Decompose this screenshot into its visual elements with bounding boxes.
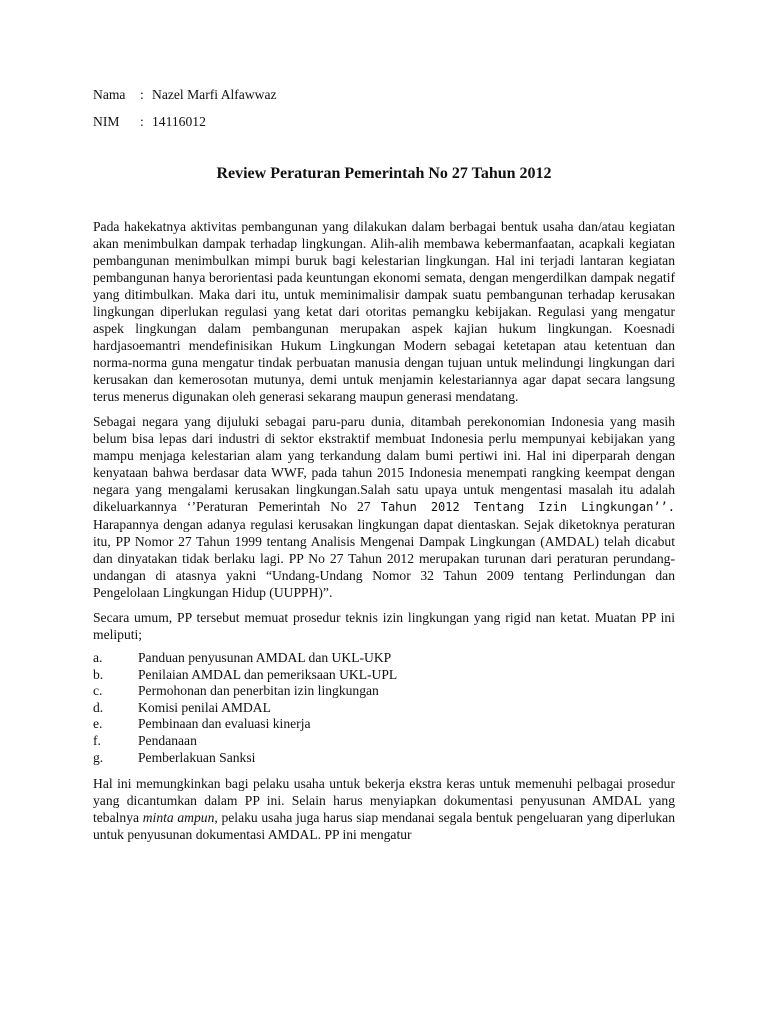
paragraph-background-text-1: Sebagai negara yang dijuluki sebagai paru-paru dunia, ditambah perekonomian Indonesia yang masih belum bisa lepas dari industri di sektor ekstraktif membuat Indonesia perlu mempunyai kebijakan yang mampu menjaga kelestarian alam yang terkandung dalam bumi pertiwi ini. Hal ini diperparah dengan kenyataan bahwa berdasar data WWF, pada tahun 2015 Indonesia menempati rangking keempat dengan negara yang mengalami kerusakan lingkungan.Salah satu upaya untuk mengentasi masalah itu adalah dikeluarkannya ‘’Peraturan Pemerintah No 27: [93, 414, 675, 514]
paragraph-background: [93, 413, 675, 601]
document-title: Review Peraturan Pemerintah No 27 Tahun 2012: [216, 165, 552, 182]
list-item-marker: d.: [93, 699, 104, 715]
paragraph-background-text-2: Harapannya dengan adanya regulasi kerusakan lingkungan dapat dientaskan. Sejak diketoknya peraturan itu, PP Nomor 27 Tahun 1999 tentang Analisis Mengenai Dampak Lingkungan (AMDAL) telah dicabut dan dinyatakan tidak berlaku lagi. PP No 27 Tahun 2012 merupakan turunan dari peraturan perundang-undangan di atasnya yakni “Undang-Undang Nomor 32 Tahun 2009 tentang Perlindungan dan Pengelolaan Lingkungan Hidup (UUPPH)”.: [93, 517, 675, 600]
list-item-marker: a.: [93, 650, 103, 665]
nim-row: [93, 113, 675, 130]
paragraph-implications-text-2: , pelaku usaha juga harus siap mendanai segala bentuk pengeluaran yang diperlukan untuk penyusunan dokumentasi AMDAL. PP ini mengatur: [93, 810, 675, 843]
list-item-marker: g.: [93, 749, 104, 765]
list-item-marker: b.: [93, 666, 104, 682]
list-item-text: Pemberlakuan Sanksi: [138, 749, 256, 765]
paragraph-implications-text-1: Hal ini memungkinkan bagi pelaku usaha untuk bekerja ekstra keras untuk memenuhi pelbagai prosedur yang dicantumkan dalam PP ini. Selain harus menyiapkan dokumentasi penyusunan AMDAL yang tebalnya: [93, 776, 675, 826]
list-item-text: Pendanaan: [138, 732, 197, 748]
list-item-marker: f.: [93, 732, 101, 748]
nim-value: 14116012: [152, 114, 206, 129]
list-item: [93, 699, 675, 716]
list-item: [93, 732, 675, 749]
nim-label: NIM: [93, 114, 120, 129]
paragraph-intro: Pada hakekatnya aktivitas pembangunan yang dilakukan dalam berbagai bentuk usaha dan/atau kegiatan akan menimbulkan dampak terhadap lingkungan. Alih-alih membawa kebermanfaatan, acapkali kegiatan pembangunan menimbulkan mimpi buruk bagi kelestarian lingkungan. Hal ini terjadi lantaran kegiatan pembangunan hanya berorientasi pada keuntungan ekonomi semata, dengan mengerdilkan dampak negatif yang ditimbulkan. Maka dari itu, untuk meminimalisir dampak suatu pembangunan terhadap kerusakan lingkungan diperlukan regulasi yang ketat dari otoritas pemangku kebijakan. Regulasi yang mengatur aspek lingkungan dalam pembangunan merupakan aspek kajian hukum lingkungan. Koesnadi hardjasoemantri mendefinisikan Hukum Lingkungan Modern sebagai ketetapan atau ketentuan dan norma-norma guna mengatur tindak perbuatan manusia dengan tujuan untuk melindungi lingkungan dari kerusakan dan kemerosotan mutunya, demi untuk menjamin kelestariannya agar dapat secara langsung terus menerus digunakan oleh generasi sekarang maupun generasi mendatang.: [93, 219, 675, 404]
list-item: [93, 682, 675, 699]
name-row: [93, 86, 675, 103]
list-item: [93, 666, 675, 683]
contents-list: [93, 649, 675, 765]
paragraph-implications: [93, 775, 675, 843]
list-item-text: Penilaian AMDAL dan pemeriksaan UKL-UPL: [138, 666, 398, 682]
name-separator: :: [140, 87, 144, 102]
regulation-title-mono: Tahun 2012 Tentang Izin Lingkungan’’.: [380, 500, 675, 514]
list-item-text: Komisi penilai AMDAL: [138, 699, 271, 715]
list-item-marker: e.: [93, 716, 103, 732]
list-item-marker: c.: [93, 683, 103, 699]
document-page: [93, 86, 675, 851]
list-item-text: Permohonan dan penerbitan izin lingkungan: [138, 683, 379, 699]
list-item: [93, 649, 675, 666]
paragraph-contents-intro: Secara umum, PP tersebut memuat prosedur teknis izin lingkungan yang rigid nan ketat. Muatan PP ini meliputi;: [93, 610, 675, 642]
italic-phrase: minta ampun: [142, 810, 215, 826]
name-label: Nama: [93, 87, 126, 102]
name-value: Nazel Marfi Alfawwaz: [152, 87, 277, 102]
nim-separator: :: [140, 114, 144, 129]
list-item: [93, 749, 675, 766]
list-item-text: Panduan penyusunan AMDAL dan UKL-UKP: [138, 650, 392, 665]
list-item: [93, 715, 675, 732]
list-item-text: Pembinaan dan evaluasi kinerja: [138, 716, 311, 732]
